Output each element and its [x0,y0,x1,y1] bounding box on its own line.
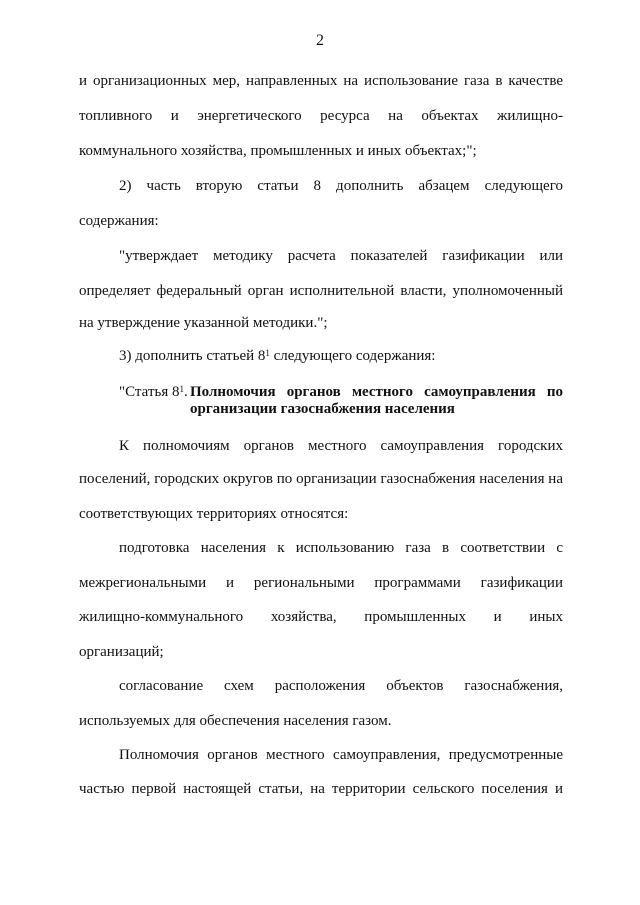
text-line: "утверждает методику расчета показателей газификации или [119,248,563,264]
text-line: коммунального хозяйства, промышленных и иных объектах;"; [79,143,477,159]
text-line: организаций; [79,644,164,660]
article-title-line: Полномочия органов местного самоуправления по [190,384,563,400]
text-line: и организационных мер, направленных на использование газа в качестве [79,73,563,89]
text-line: подготовка населения к использованию газа в соответствии с [119,540,563,556]
text-line: содержания: [79,213,159,229]
text-span: следующего содержания: [269,348,436,364]
text-line: К полномочиям органов местного самоуправления городских [119,438,563,454]
text-line: частью первой настоящей статьи, на территории сельского поселения и [79,781,563,797]
text-line: согласование схем расположения объектов газоснабжения, [119,678,563,694]
text-line: поселений, городских округов по организации газоснабжения населения на [79,471,563,487]
superscript: 1 [265,348,270,358]
superscript: 1 [179,384,184,394]
text-line: топливного и энергетического ресурса на объектах жилищно- [79,108,563,124]
text-line: определяет федеральный орган исполнительной власти, уполномоченный [79,283,563,299]
text-line [119,347,435,365]
text-span: . [183,384,188,400]
text-line: межрегиональными и региональными программами газификации [79,575,563,591]
text-line: 2) часть вторую статьи 8 дополнить абзацем следующего [119,178,563,194]
text-line: жилищно-коммунального хозяйства, промышленных и иных [79,609,563,625]
text-span: "Статья 8 [119,384,180,400]
text-line: используемых для обеспечения населения газом. [79,713,392,729]
text-line: на утверждение указанной методики."; [79,315,328,331]
article-heading-label [119,383,188,401]
text-span: 3) дополнить статьей 8 [119,348,266,364]
text-line: Полномочия органов местного самоуправления, предусмотренные [119,747,563,763]
page-number: 2 [316,32,324,49]
text-line: соответствующих территориях относятся: [79,506,349,522]
article-title-line: организации газоснабжения населения [190,401,455,417]
